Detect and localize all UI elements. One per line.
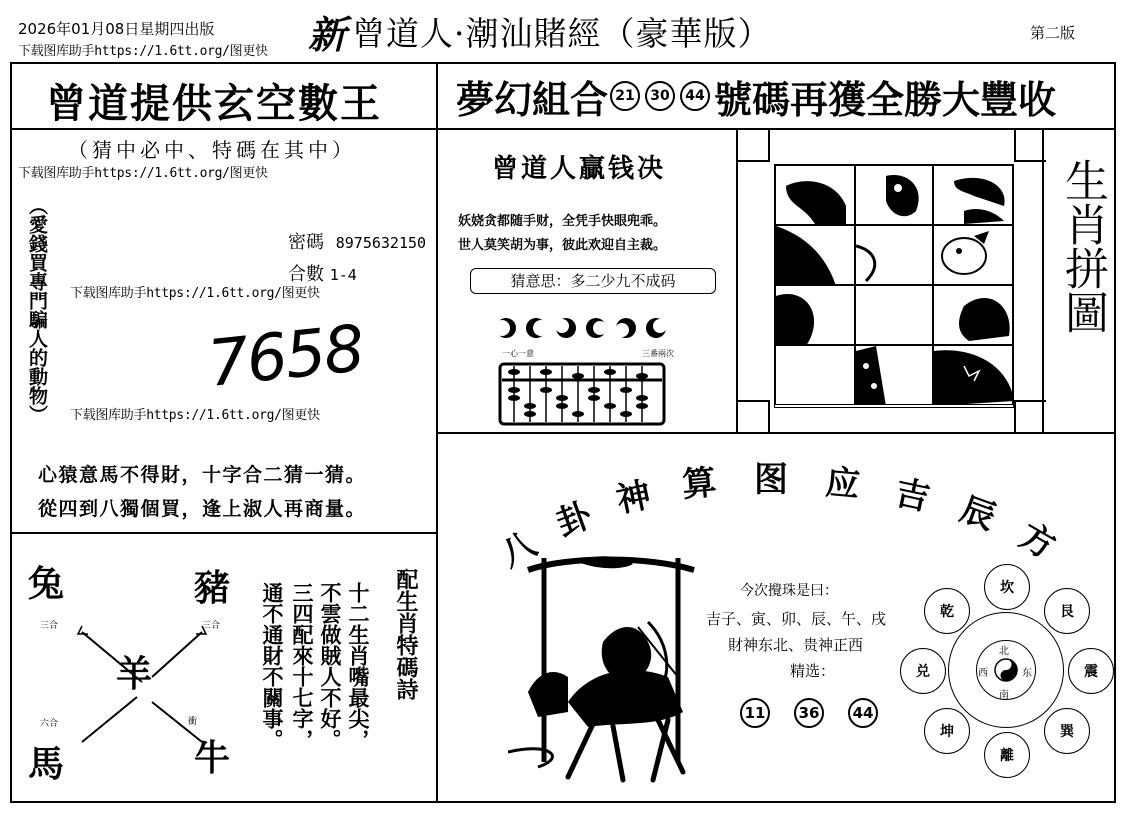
zodiac-poem-title: 配生肖特碼詩	[393, 568, 419, 700]
poem-line-2: 從四到八獨個買，逢上淑人再商量。	[38, 498, 367, 520]
puzzle-piece	[775, 285, 855, 345]
edition-label: 第二版	[1030, 24, 1076, 42]
selected-number-3: 44	[848, 698, 878, 728]
selected-numbers	[740, 698, 878, 728]
banner-text: 曾道提供玄空數王	[46, 80, 382, 127]
bagua-diagram	[900, 564, 1112, 776]
zodiac-ox: 牛	[194, 737, 231, 779]
direction-south: 南	[999, 690, 1009, 701]
watermark-2: 下载图库助手https://1.6tt.org/图更快	[70, 286, 320, 301]
puzzle-grid	[774, 164, 1014, 408]
abacus-image	[498, 362, 666, 426]
password-row	[288, 228, 426, 254]
zodiac-panel	[10, 532, 438, 803]
trigram-li: 離	[984, 732, 1030, 778]
corner-tl	[738, 130, 770, 162]
puzzle-piece	[855, 345, 933, 405]
header-title-prefix: 新	[308, 12, 347, 57]
guess-meaning-box	[470, 268, 716, 294]
arc-char: 图	[754, 460, 788, 500]
bagua-panel	[436, 432, 1116, 803]
label-chong: 衝	[188, 717, 198, 727]
trigram-zhen: 震	[1068, 648, 1114, 694]
arc-char: 算	[680, 462, 718, 506]
arc-char: 方	[1012, 515, 1062, 568]
puzzle-piece	[933, 345, 1013, 405]
arc-char: 应	[824, 462, 862, 506]
puzzle-piece	[775, 165, 855, 225]
top-right-banner	[436, 62, 1116, 130]
puzzle-title: 生肖拼圖	[1057, 158, 1108, 334]
win-verse-1: 妖娆贪都随手财，全凭手快眼兜乖。	[458, 214, 667, 229]
trigram-kun: 坤	[924, 708, 970, 754]
watermark-3: 下载图库助手https://1.6tt.org/图更快	[70, 408, 320, 423]
selected-number-1: 11	[740, 698, 770, 728]
puzzle-piece	[855, 285, 933, 345]
win-verse-2: 世人莫笑胡为事，彼此欢迎自主裁。	[458, 238, 667, 253]
abacus-right-label: 三番兩次	[642, 349, 674, 358]
top-left-banner	[10, 62, 438, 130]
moon-phases	[494, 314, 674, 344]
abacus-left-label: 一心一意	[502, 349, 534, 358]
banner-content	[456, 70, 1056, 122]
puzzle-piece	[933, 225, 1013, 285]
zodiac-pig: 豬	[194, 567, 231, 609]
header-watermark: 下载图库助手https://1.6tt.org/图更快	[18, 44, 268, 59]
password-label: 密碼	[288, 232, 324, 253]
warrior-horse-illustration	[508, 552, 698, 792]
header-title: 曾道人·潮汕賭經（豪華版）	[352, 14, 772, 53]
puzzle-panel	[736, 128, 1116, 434]
label-sanhe-right: 三合	[202, 621, 221, 631]
banner-number-1: 21	[610, 81, 640, 111]
guess-line: （猜中必中、特碼在其中）	[68, 138, 356, 162]
corner-bl	[738, 400, 770, 434]
selected-number-2: 36	[794, 698, 824, 728]
trigram-dui: 兑	[900, 648, 946, 694]
arc-char: 卦	[551, 495, 598, 545]
zodiac-goat: 羊	[116, 653, 153, 695]
trigram-gen: 艮	[1044, 588, 1090, 634]
banner-suffix: 號碼再獲全勝大豐收	[714, 77, 1057, 122]
handwritten-number: 7658	[204, 312, 367, 402]
puzzle-piece	[855, 225, 933, 285]
win-panel	[436, 128, 738, 434]
direction-east: 东	[1022, 668, 1032, 679]
label-sanhe-left: 三合	[40, 621, 59, 631]
vertical-riddle: （愛錢買專門騙人的動物）	[26, 196, 48, 424]
arc-char: 吉	[891, 472, 934, 520]
puzzle-piece	[933, 165, 1013, 225]
left-riddle-panel	[10, 128, 438, 534]
puzzle-divider	[1042, 130, 1044, 432]
lucky-hours: 吉子、寅、卯、辰、午、戌	[706, 610, 887, 628]
label-liuhe: 六合	[40, 719, 59, 729]
zodiac-rabbit: 兔	[28, 563, 65, 605]
today-label: 今次攪珠是曰：	[740, 583, 838, 599]
combo-value: 1-4	[329, 266, 357, 284]
banner-number-2: 30	[645, 81, 675, 111]
combo-label: 合數	[288, 264, 324, 285]
banner-number-3: 44	[680, 81, 710, 111]
god-direction: 財神东北、贵神正西	[728, 636, 864, 654]
guess-meaning-text: 猜意思：多二少九不成码	[510, 272, 676, 290]
poem-line-1: 心猿意馬不得財，十字合二猜一猜。	[38, 464, 367, 486]
banner-prefix: 夢幻組合	[456, 77, 609, 122]
yin-yang-icon	[994, 658, 1018, 682]
trigram-qian: 乾	[924, 588, 970, 634]
arc-char: 辰	[954, 489, 1001, 539]
arc-char: 神	[612, 474, 655, 522]
puzzle-piece	[775, 345, 855, 405]
trigram-kan: 坎	[984, 564, 1030, 610]
password-value: 8975632150	[335, 234, 427, 252]
direction-north: 北	[999, 646, 1009, 657]
direction-west: 西	[978, 668, 988, 679]
puzzle-piece	[933, 285, 1013, 345]
zodiac-poem-col-4: 通不通財不關事。	[260, 582, 285, 750]
win-title: 曾道人贏钱决	[492, 154, 667, 184]
select-label: 精选：	[790, 662, 836, 680]
puzzle-piece	[855, 165, 933, 225]
watermark-1: 下载图库助手https://1.6tt.org/图更快	[18, 166, 268, 181]
edition-date: 2026年01月08日星期四出版	[18, 20, 215, 38]
trigram-xun: 巽	[1044, 708, 1090, 754]
zodiac-poem-col-2: 不雲做賊人不好。	[318, 582, 343, 750]
zodiac-poem-col-1: 十二生肖嘴最尖，	[346, 582, 371, 750]
puzzle-piece	[775, 225, 855, 285]
arc-char: 八	[494, 523, 544, 576]
zodiac-poem-col-3: 三四配來十七字，	[290, 582, 315, 750]
zodiac-horse: 馬	[28, 743, 65, 785]
